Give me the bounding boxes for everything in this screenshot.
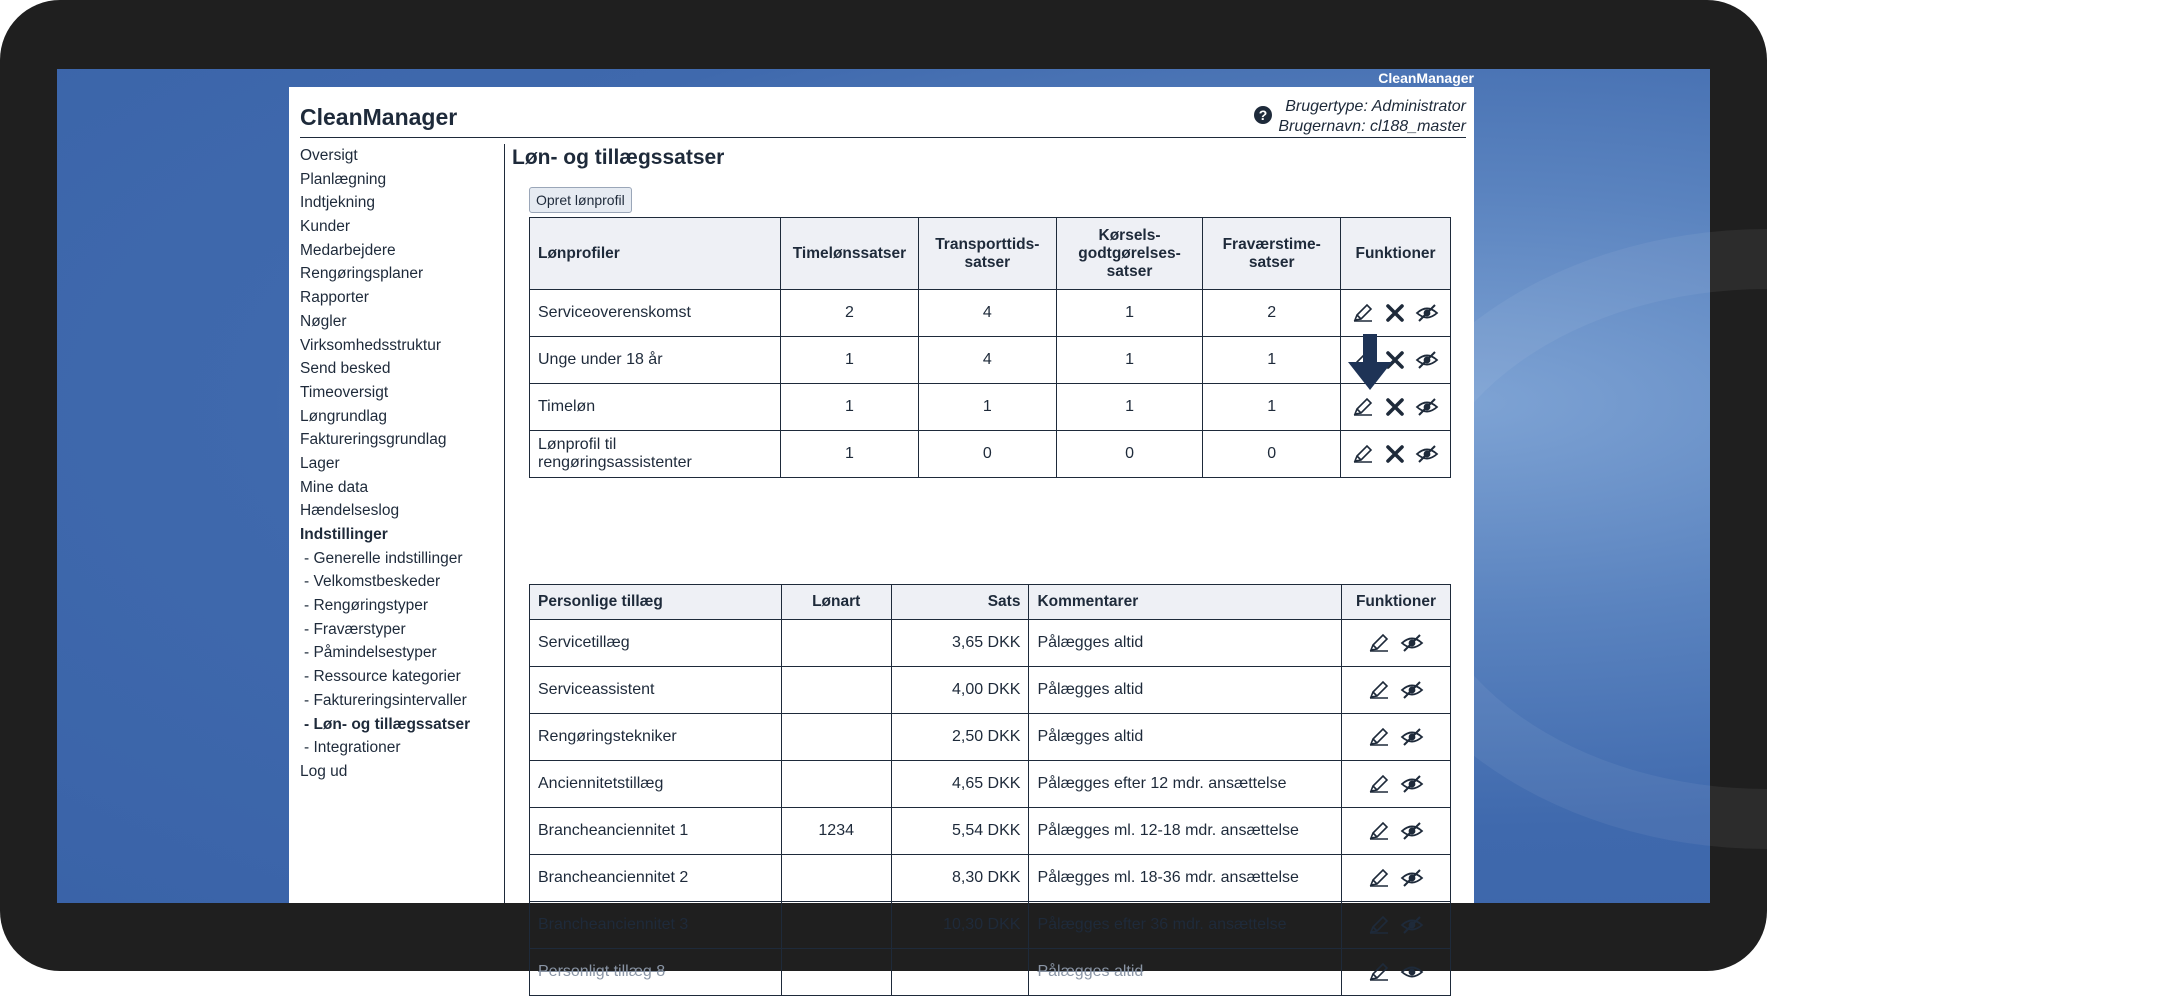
profile-name: Serviceoverenskomst [530,290,781,337]
cell-value: 0 [1203,431,1341,478]
cell-value: 4 [918,290,1056,337]
col-header-transporttidssatser: Transporttids-satser [918,218,1056,290]
table-row [530,620,1451,667]
cell-kommentar: Pålægges altid [1029,620,1342,667]
edit-pencil-icon[interactable] [1368,962,1390,982]
edit-pencil-icon[interactable] [1368,868,1390,888]
col-header-kommentarer: Kommentarer [1029,585,1342,620]
cell-value: 1 [918,384,1056,431]
user-info [1278,97,1466,137]
sidebar-item-kunder[interactable]: Kunder [300,218,350,236]
allowance-name: Brancheanciennitet 3 [530,902,782,949]
sidebar-item-faktureringsgrundlag[interactable]: Faktureringsgrundlag [300,431,447,449]
col-header-loenprofiler: Lønprofiler [530,218,781,290]
sidebar-subitem-paamindelsestyper[interactable]: - Påmindelsestyper [304,644,437,662]
cell-loenart [781,902,891,949]
table-header-row [530,585,1451,620]
allowance-name: Servicetillæg [530,620,782,667]
hide-eye-slash-icon[interactable] [1400,915,1424,935]
hide-eye-slash-icon[interactable] [1400,633,1424,653]
table-row [530,337,1451,384]
table-row [530,431,1451,478]
col-header-timeloenssatser: Timelønssatser [781,218,919,290]
cell-value: 0 [1056,431,1203,478]
sidebar-subitem-rengoeringstyper[interactable]: - Rengøringstyper [304,597,429,615]
edit-pencil-icon[interactable] [1352,397,1374,417]
row-functions [1341,902,1450,949]
cell-value: 1 [781,431,919,478]
cell-loenart [781,667,891,714]
table-row [530,761,1451,808]
hide-eye-slash-icon[interactable] [1415,303,1439,323]
create-salary-profile-button[interactable]: Opret lønprofil [529,187,632,213]
delete-x-icon[interactable] [1385,303,1405,323]
sidebar-item-log-ud[interactable]: Log ud [300,762,348,780]
cell-kommentar: Pålægges ml. 18-36 mdr. ansættelse [1029,855,1342,902]
sidebar-subitem-integrationer[interactable]: - Integrationer [304,739,401,757]
cell-sats: 3,65 DKK [891,620,1029,667]
cell-loenart [781,855,891,902]
row-functions [1341,808,1450,855]
header-divider [300,137,1466,138]
sidebar-item-send-besked[interactable]: Send besked [300,360,391,378]
pointer-arrow-icon [1346,334,1394,392]
cell-kommentar: Pålægges ml. 12-18 mdr. ansættelse [1029,808,1342,855]
edit-pencil-icon[interactable] [1368,727,1390,747]
allowance-name: Brancheanciennitet 2 [530,855,782,902]
sidebar-item-timeoversigt[interactable]: Timeoversigt [300,383,389,401]
profile-name: Unge under 18 år [530,337,781,384]
page-title: Løn- og tillægssatser [512,146,725,169]
table-row [530,290,1451,337]
col-header-sats: Sats [891,585,1029,620]
col-header-koerselsgodtgoerelsessatser: Kørsels-godtgørelses-satser [1056,218,1203,290]
allowance-name: Personligt tillæg 8 [530,949,782,996]
cell-value: 2 [1203,290,1341,337]
edit-pencil-icon[interactable] [1352,303,1374,323]
edit-pencil-icon[interactable] [1368,680,1390,700]
cell-loenart: 1234 [781,808,891,855]
sidebar-item-mine-data[interactable]: Mine data [300,478,369,496]
cell-kommentar: Pålægges altid [1029,714,1342,761]
sidebar-divider [504,144,505,903]
cell-kommentar: Pålægges altid [1029,949,1342,996]
edit-pencil-icon[interactable] [1368,774,1390,794]
cell-sats: 8,30 DKK [891,855,1029,902]
row-functions [1341,761,1450,808]
row-functions [1341,855,1450,902]
user-type: Brugertype: Administrator [1285,98,1466,115]
hide-eye-slash-icon[interactable] [1415,397,1439,417]
hide-eye-slash-icon[interactable] [1400,821,1424,841]
table-row [530,384,1451,431]
sidebar-item-rengoeringsplaner[interactable]: Rengøringsplaner [300,265,424,283]
cell-loenart [781,761,891,808]
delete-x-icon[interactable] [1385,397,1405,417]
app-window [289,87,1474,980]
sidebar-subitem-faktureringsintervaller[interactable]: - Faktureringsintervaller [304,691,467,709]
cell-loenart [781,620,891,667]
table-header-row [530,218,1451,290]
cell-value: 2 [781,290,919,337]
row-functions [1341,290,1451,337]
edit-pencil-icon[interactable] [1368,915,1390,935]
row-functions [1341,949,1450,996]
cell-value: 1 [1056,290,1203,337]
edit-pencil-icon[interactable] [1368,633,1390,653]
sidebar-item-lager[interactable]: Lager [300,454,340,472]
cell-kommentar: Pålægges altid [1029,667,1342,714]
col-header-funktioner: Funktioner [1341,218,1451,290]
cell-kommentar: Pålægges efter 36 mdr. ansættelse [1029,902,1342,949]
hide-eye-slash-icon[interactable] [1400,727,1424,747]
row-functions [1341,620,1450,667]
table-row [530,855,1451,902]
table-row [530,714,1451,761]
edit-pencil-icon[interactable] [1352,444,1374,464]
cell-value: 1 [1056,337,1203,384]
sidebar-subitem-generelle[interactable]: - Generelle indstillinger [304,549,463,567]
col-header-fravaerstimesatser: Fraværstime-satser [1203,218,1341,290]
sidebar-item-loengrundlag[interactable]: Løngrundlag [300,407,388,425]
profile-name: Timeløn [530,384,781,431]
user-name: Brugernavn: cl188_master [1278,118,1466,135]
table-row [530,667,1451,714]
allowance-name: Rengøringstekniker [530,714,782,761]
row-functions [1341,431,1451,478]
row-functions [1341,714,1450,761]
sidebar-subitem-loen-tillaeg[interactable]: - Løn- og tillægssatser [304,715,471,733]
main-content [512,144,1474,980]
sidebar-section-indstillinger[interactable]: Indstillinger [300,526,388,543]
hide-eye-slash-icon[interactable] [1400,774,1424,794]
row-functions [1341,667,1450,714]
allowance-name: Brancheanciennitet 1 [530,808,782,855]
sidebar-subitem-velkomstbeskeder[interactable]: - Velkomstbeskeder [304,573,441,591]
sidebar-item-oversigt[interactable]: Oversigt [300,147,358,164]
cell-value: 1 [1203,384,1341,431]
cell-sats: 4,00 DKK [891,667,1029,714]
hide-eye-slash-icon[interactable] [1400,680,1424,700]
cell-value: 1 [1056,384,1203,431]
cell-kommentar: Pålægges efter 12 mdr. ansættelse [1029,761,1342,808]
delete-x-icon[interactable] [1385,444,1405,464]
hide-eye-slash-icon[interactable] [1415,444,1439,464]
cell-value: 0 [918,431,1056,478]
sidebar [300,144,500,784]
personal-allowances-table [529,584,1451,996]
cell-sats: 4,65 DKK [891,761,1029,808]
sidebar-subitem-fravaerstyper[interactable]: - Fraværstyper [304,620,406,638]
sidebar-subitem-ressource-kategorier[interactable]: - Ressource kategorier [304,668,461,686]
col-header-personlige-tillaeg: Personlige tillæg [530,585,782,620]
hide-eye-slash-icon[interactable] [1415,350,1439,370]
cell-value: 1 [781,384,919,431]
cell-sats: 2,50 DKK [891,714,1029,761]
help-icon[interactable]: ? [1254,106,1272,124]
app-title: CleanManager [300,104,458,130]
allowance-name: Serviceassistent [530,667,782,714]
cell-sats [891,949,1029,996]
cell-loenart [781,949,891,996]
col-header-loenart: Lønart [781,585,891,620]
sidebar-item-haendelseslog[interactable]: Hændelseslog [300,502,400,520]
table-row [530,902,1451,949]
sidebar-item-planlaegning[interactable]: Planlægning [300,170,387,188]
cell-loenart [781,714,891,761]
cell-value: 1 [781,337,919,384]
salary-profiles-table [529,217,1451,478]
col-header-funktioner: Funktioner [1341,585,1450,620]
cell-sats: 5,54 DKK [891,808,1029,855]
allowance-name: Anciennitetstillæg [530,761,782,808]
sidebar-item-virksomhedsstruktur[interactable]: Virksomhedsstruktur [300,336,441,354]
cell-sats: 10,30 DKK [891,902,1029,949]
table-row [530,808,1451,855]
cell-value: 1 [1203,337,1341,384]
sidebar-item-indtjekning[interactable]: Indtjekning [300,194,375,212]
table-row-inactive [530,949,1451,996]
edit-pencil-icon[interactable] [1368,821,1390,841]
sidebar-item-medarbejdere[interactable]: Medarbejdere [300,241,396,259]
profile-name: Lønprofil til rengøringsassistenter [530,431,781,478]
cell-value: 4 [918,337,1056,384]
window-brand-label: CleanManager [1378,70,1474,86]
sidebar-item-rapporter[interactable]: Rapporter [300,289,369,307]
hide-eye-slash-icon[interactable] [1400,868,1424,888]
sidebar-item-noegler[interactable]: Nøgler [300,312,347,330]
show-eye-icon[interactable] [1400,962,1424,982]
